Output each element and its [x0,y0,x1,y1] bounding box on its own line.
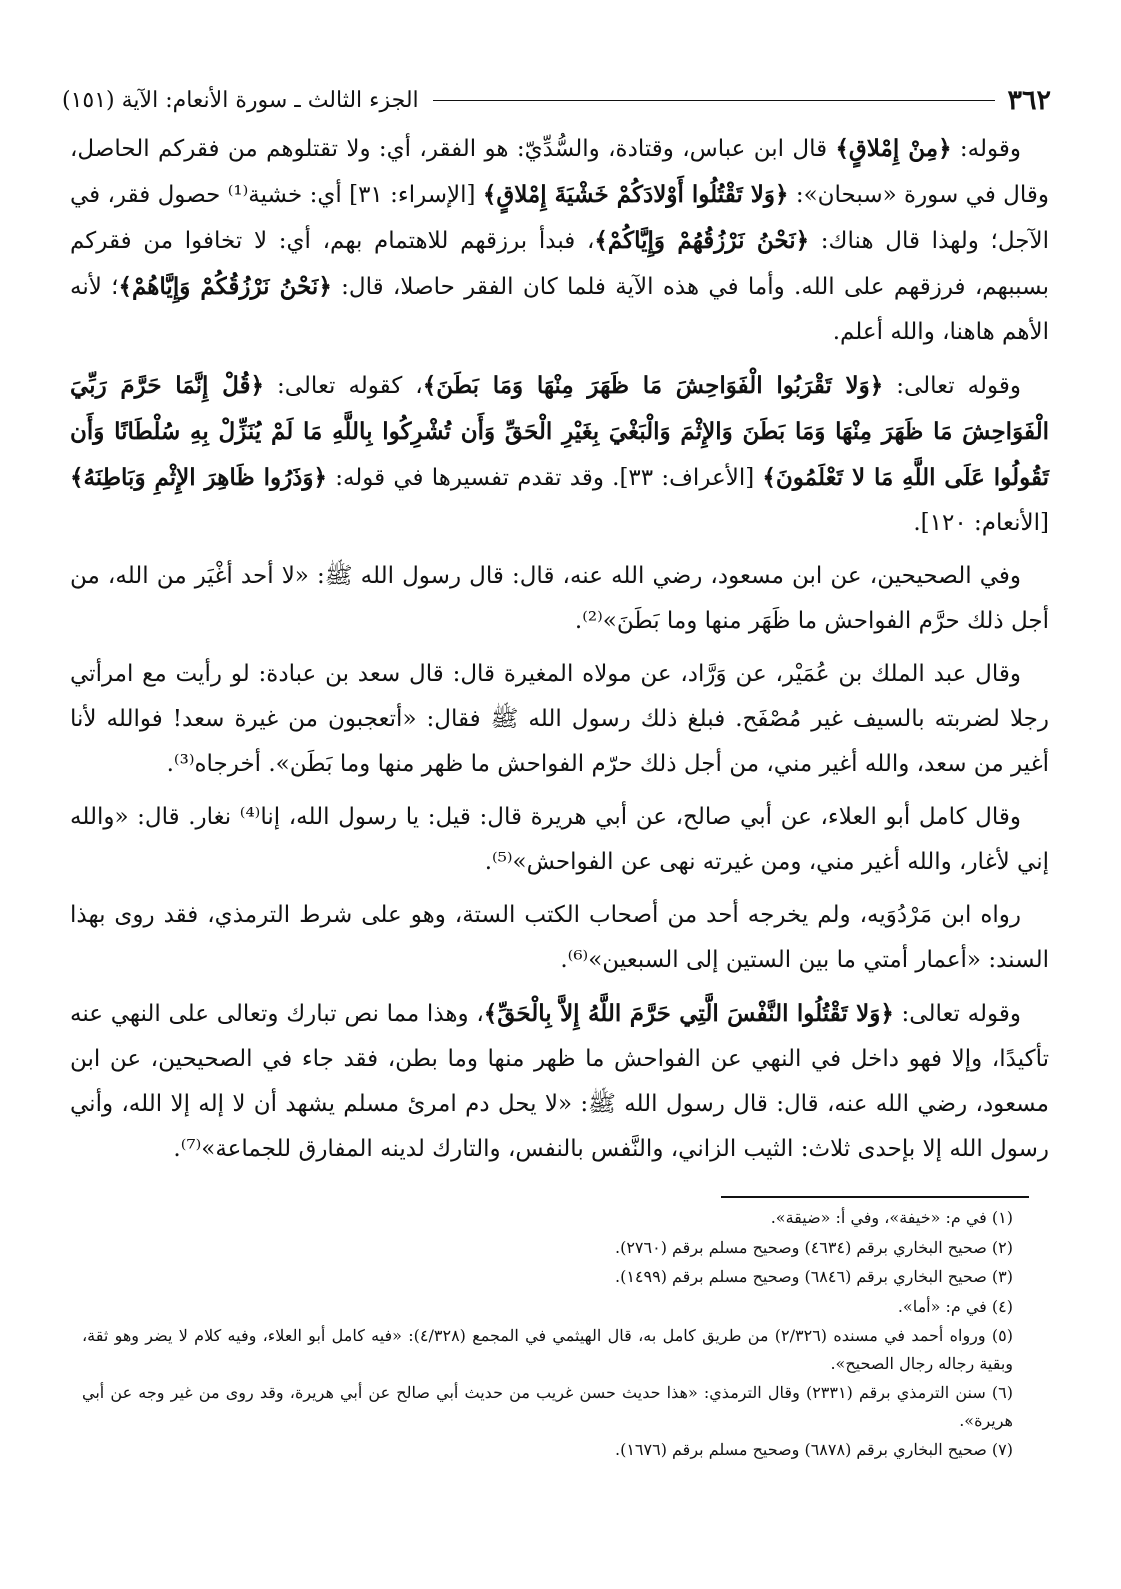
quran-verse: ﴿وَلا تَقْتُلُوا النَّفْسَ الَّتِي حَرَّمَ اللَّهُ إِلاَّ بِالْحَقِّ﴾ [483,1000,894,1027]
text-run: ؛ لأنه الأهم هاهنا، والله أعلم. [70,274,1049,345]
running-title: الجزء الثالث ـ سورة الأنعام: الآية (١٥١) [62,87,419,113]
paragraph [70,893,1049,983]
text-run: وقال عبد الملك بن عُمَيْر، عن وَرَّاد، عن مولاه المغيرة قال: قال سعد بن عبادة: لو رأيت مع امرأتي رجلا لضربته بالسيف غير مُصْفَح. فبلغ ذلك رسول الله ﷺ فقال: «أتعجبون من غيرة سعد! فوالله لأنا أغير من سعد، والله أغير مني، من أجل ذلك حرّم الفواحش ما ظهر منها وما بَطَن». أخرجاه⁽³⁾. [70,661,1049,777]
footnote: (٣) صحيح البخاري برقم (٦٨٤٦) وصحيح مسلم برقم (١٤٩٩). [615,1267,1013,1286]
main-text [70,126,1049,1180]
text-run: وقوله تعالى: [883,373,1021,399]
paragraph [70,795,1049,885]
quran-verse: ﴿قُلْ إِنَّمَا حَرَّمَ رَبِّيَ الْفَوَاحِشَ مَا ظَهَرَ مِنْهَا وَمَا بَطَنَ وَالإِثْمَ وَالْبَغْيَ بِغَيْرِ الْحَقِّ وَأَن تُشْرِكُوا بِاللَّهِ مَا لَمْ يُنَزِّلْ بِهِ سُلْطَانًا وَأَن تَقُولُوا عَلَى اللَّهِ مَا لا تَعْلَمُونَ﴾ [70,372,1049,491]
footnote: (٤) في م: «أما». [897,1296,1013,1316]
quran-verse: ﴿مِنْ إِمْلاقٍ﴾ [835,135,952,162]
text-run: قال ابن عباس، وقتادة، والسُّدِّيّ: هو الفقر، أي: ولا تقتلوهم من فقركم الحاصل، وقال في سورة «سبحان»: [70,136,1050,208]
text-run: رواه ابن مَرْدُوَيه، ولم يخرجه أحد من أصحاب الكتب الستة، وهو على شرط الترمذي، فقد روى بهذا السند: «أعمار أمتي ما بين الستين إلى السبعين»⁽⁶⁾. [70,902,1049,973]
quran-verse: ﴿وَلا تَقْرَبُوا الْفَوَاحِشَ مَا ظَهَرَ مِنْهَا وَمَا بَطَنَ﴾ [422,372,884,399]
text-run: وفي الصحيحين، عن ابن مسعود، رضي الله عنه، قال: قال رسول الله ﷺ: «لا أحد أغْيَر من الله، من أجل ذلك حرَّم الفواحش ما ظَهَر منها وما بَطَنَ»⁽²⁾. [70,563,1049,634]
quran-verse: ﴿وَذَرُوا ظَاهِرَ الإِثْمِ وَبَاطِنَهُ﴾ [70,464,328,491]
footnotes [82,1204,1013,1466]
quran-verse: ﴿نَحْنُ نَرْزُقُهُمْ وَإِيَّاكُمْ﴾ [594,227,810,254]
paragraph [70,126,1049,355]
text-run: ، فبدأ برزقهم للاهتمام بهم، أي: لا تخافوا من فقركم بسببهم، فرزقهم على الله. وأما في هذه الآية فلما كان الفقر حاصلا، قال: [70,228,1050,300]
text-run: ، وهذا مما نص تبارك وتعالى على النهي عنه تأكيدًا، وإلا فهو داخل في النهي عن الفواحش ما ظهر منها وما بطن، فقد جاء في الصحيحين، عن ابن مسعود، رضي الله عنه، قال: قال رسول الله ﷺ: «لا يحل دم امرئ مسلم يشهد أن لا إله إلا الله، وأني رسول الله إلا بإحدى ثلاث: الثيب الزاني، والنَّفس بالنفس، والتارك لدينه المفارق للجماعة»⁽⁷⁾. [70,1001,1049,1162]
footnote: (٦) سنن الترمذي برقم (٢٣٣١) وقال الترمذي: «هذا حديث حسن غريب من حديث أبي صالح عن أبي هريرة، وقد روى من غير وجه عن أبي هريرة». [82,1383,1013,1430]
footnote: (٥) ورواه أحمد في مسنده (٢/٣٢٦) من طريق كامل به، قال الهيثمي في المجمع (٤/٣٢٨): «فيه كامل أبو العلاء، وفيه كلام لا يضر وهو ثقة، وبقية رجاله رجال الصحيح». [82,1326,1014,1373]
text-run: [الأعراف: ٣٣]. وقد تقدم تفسيرها في قوله: [327,465,763,491]
text-run: [الإسراء: ٣١] أي: خشية⁽¹⁾ حصول فقر، في الآجل؛ ولهذا قال هناك: [70,182,1049,254]
quran-verse: ﴿وَلا تَقْتُلُوا أَوْلادَكُمْ خَشْيَةَ إِمْلاقٍ﴾ [482,181,789,208]
text-run: وقوله: [951,136,1021,162]
text-run: وقوله تعالى: [893,1001,1021,1027]
text-run: ، كقوله تعالى: [263,373,423,399]
paragraph [70,554,1049,644]
text-run: [الأنعام: ١٢٠]. [913,510,1049,536]
footnote: (١) في م: «خيفة»، وفي أ: «ضيقة». [770,1208,1013,1227]
footnote: (٢) صحيح البخاري برقم (٤٦٣٤) وصحيح مسلم برقم (٢٧٦٠). [615,1237,1013,1257]
footnote: (٧) صحيح البخاري برقم (٦٨٧٨) وصحيح مسلم برقم (١٦٧٦). [615,1440,1013,1459]
paragraph [70,991,1049,1172]
text-run: وقال كامل أبو العلاء، عن أبي صالح، عن أبي هريرة قال: قيل: يا رسول الله، إنا⁽⁴⁾ نغار. قال: «والله إني لأغار، والله أغير مني، ومن غيرته نهى عن الفواحش»⁽⁵⁾. [70,804,1049,875]
quran-verse: ﴿نَحْنُ نَرْزُقُكُمْ وَإِيَّاهُمْ﴾ [118,273,332,300]
page-number: ٣٦٢ [1007,84,1051,116]
paragraph [70,363,1049,546]
page-header [62,82,1051,118]
header-rule [433,100,996,101]
paragraph [70,652,1049,787]
footnote-divider [721,1196,1029,1198]
